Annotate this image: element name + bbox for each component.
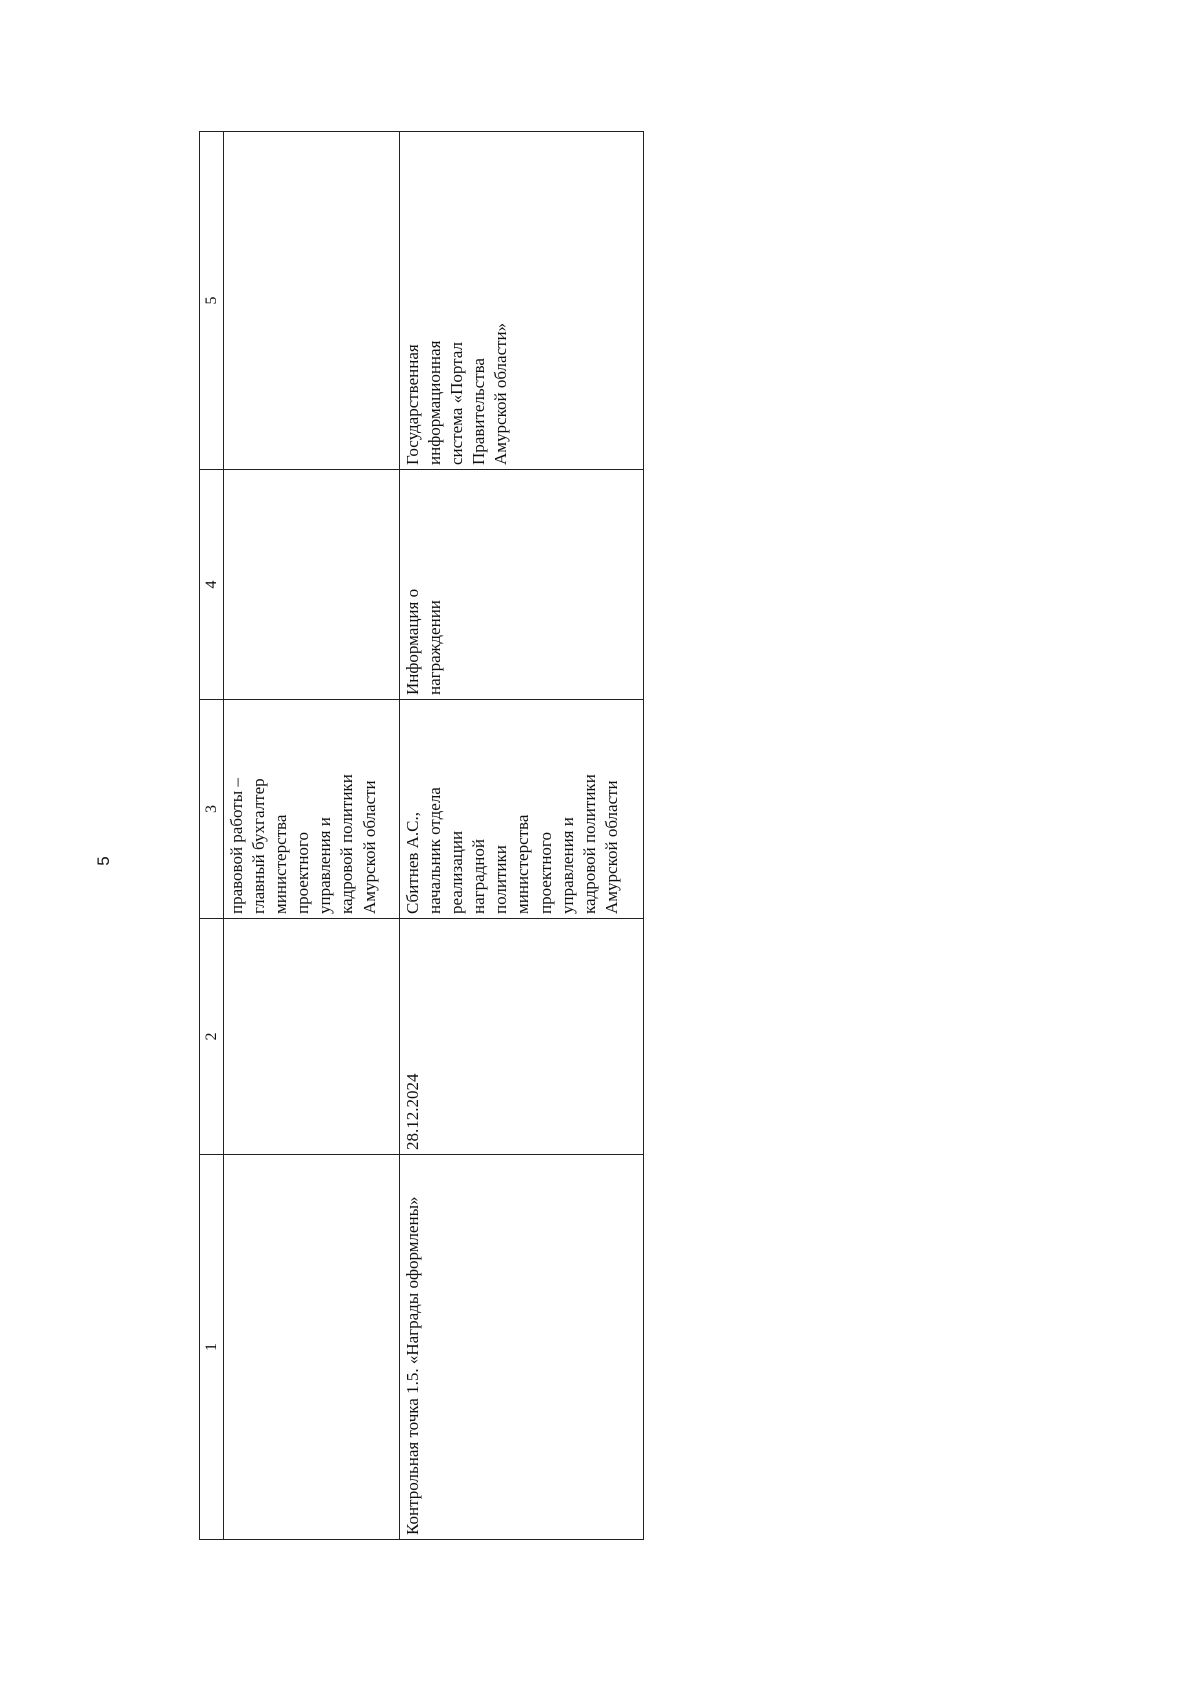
cell-text-line: политики (491, 845, 511, 914)
row2-control-point-cell: Контрольная точка 1.5. «Награды оформлены» (400, 1155, 644, 1540)
row1-date-cell (224, 919, 400, 1155)
cell-text-line: наградной (469, 838, 489, 914)
cell-text-line: главный бухгалтер (249, 778, 269, 914)
cell-text-line: проектного (535, 832, 555, 914)
control-points-table (199, 131, 644, 1540)
rotated-table-sheet (199, 132, 643, 1540)
cell-text-line: Правительства (469, 358, 489, 465)
cell-text-line: Амурской области» (491, 322, 511, 465)
row2-responsible-cell (400, 700, 644, 919)
cell-text-line: система «Портал (447, 342, 467, 465)
cell-text-line: информационная (425, 340, 445, 465)
cell-text-line: Сбитнев А.С., (403, 811, 422, 914)
cell-text-line: Государственная (403, 344, 422, 465)
header-cell-5: 5 (200, 132, 224, 470)
row1-control-point-cell (224, 1155, 400, 1540)
cell-text-line: Информация о (403, 588, 422, 695)
cell-text-line: реализации (447, 830, 467, 914)
header-cell-3: 3 (200, 700, 224, 919)
row2-date-cell: 28.12.2024 (400, 919, 644, 1155)
cell-text-line: Амурской области (601, 780, 621, 914)
header-row (200, 132, 224, 1540)
cell-text-line: правовой работы – (227, 778, 246, 914)
header-cell-4: 4 (200, 470, 224, 700)
table-row (224, 132, 400, 1540)
cell-text-line: министерства (513, 814, 533, 914)
cell-text-line: награждении (425, 600, 445, 695)
cell-text-line: управления и (557, 817, 577, 914)
table-row (400, 132, 644, 1540)
row1-system-cell (224, 132, 400, 470)
page-number: 5 (94, 856, 113, 866)
cell-text-line: управления и (315, 817, 335, 914)
row1-document-cell (224, 470, 400, 700)
header-cell-2: 2 (200, 919, 224, 1155)
cell-text-line: проектного (293, 832, 313, 914)
row2-document-cell (400, 470, 644, 700)
header-cell-1: 1 (200, 1155, 224, 1540)
cell-text-line: кадровой политики (579, 774, 599, 914)
cell-text-line: начальник отдела (425, 787, 445, 914)
row1-responsible-cell (224, 700, 400, 919)
cell-text-line: кадровой политики (337, 774, 357, 914)
row2-system-cell (400, 132, 644, 470)
cell-text-line: Амурской области (359, 780, 379, 914)
cell-text-line: министерства (271, 814, 291, 914)
